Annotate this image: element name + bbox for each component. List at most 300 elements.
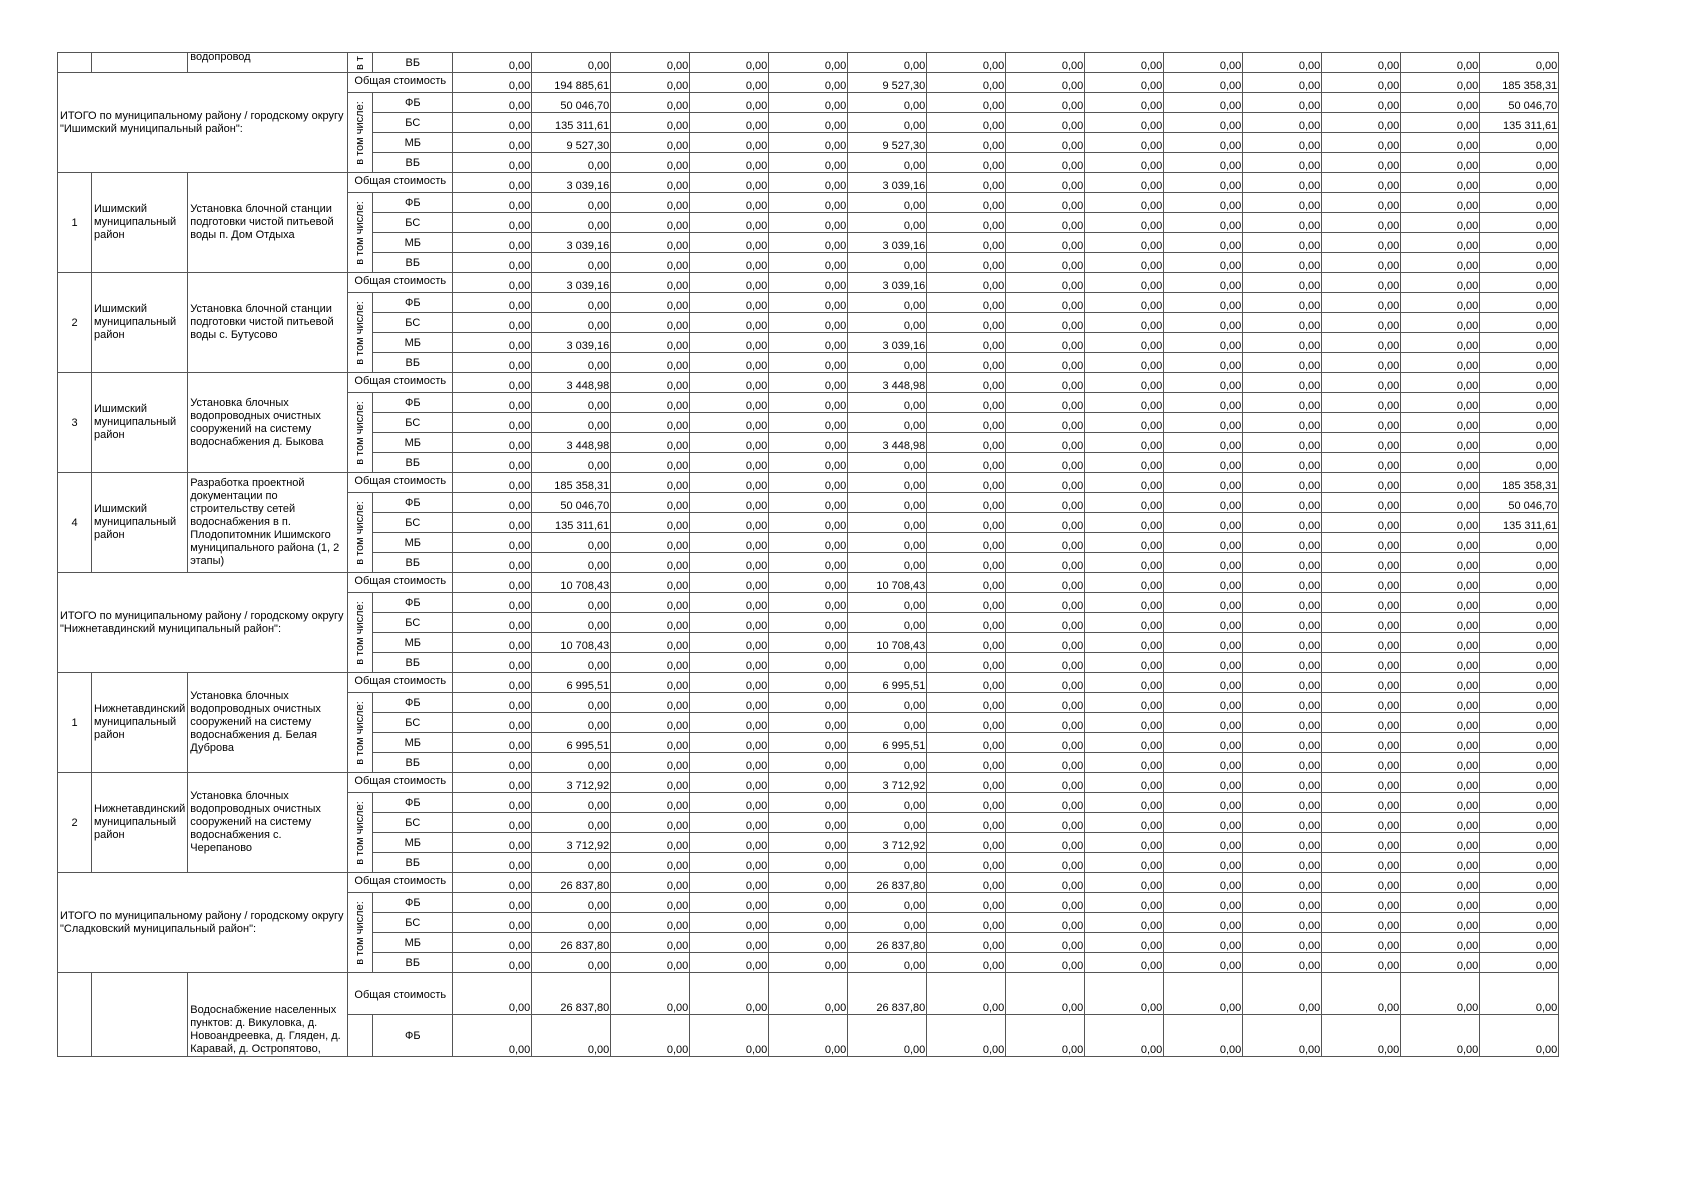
value-cell: 0,00 [1164, 913, 1243, 933]
value-cell: 0,00 [1401, 393, 1480, 413]
value-cell: 0,00 [769, 593, 848, 613]
value-cell: 6 995,51 [848, 673, 927, 693]
fund-code-cell: БС [373, 913, 453, 933]
value-cell: 0,00 [769, 353, 848, 373]
incl-label [348, 493, 373, 573]
value-cell: 0,00 [1006, 793, 1085, 813]
value-cell: 0,00 [848, 893, 927, 913]
value-cell: 0,00 [1085, 733, 1164, 753]
fund-code-cell: ВБ [373, 253, 453, 273]
general-cost-label: Общая стоимость [348, 573, 453, 593]
value-cell: 0,00 [1243, 673, 1322, 693]
value-cell: 0,00 [690, 293, 769, 313]
total-title-cell: ИТОГО по муниципальному району / городскому округу "Нижнетавдинский муниципальный район": [58, 573, 348, 673]
value-cell: 0,00 [1006, 213, 1085, 233]
value-cell: 0,00 [1480, 973, 1559, 1015]
value-cell: 0,00 [1006, 873, 1085, 893]
value-cell: 0,00 [611, 913, 690, 933]
value-cell: 0,00 [611, 573, 690, 593]
value-cell: 0,00 [1401, 333, 1480, 353]
value-cell: 0,00 [1243, 653, 1322, 673]
general-cost-label: Общая стоимость [348, 473, 453, 493]
value-cell: 0,00 [611, 833, 690, 853]
value-cell: 6 995,51 [532, 673, 611, 693]
value-cell: 0,00 [690, 73, 769, 93]
object-name-cell: Установка блочной станции подготовки чистой питьевой воды с. Бутусово [188, 273, 348, 373]
value-cell: 0,00 [532, 813, 611, 833]
value-cell: 0,00 [769, 853, 848, 873]
value-cell: 0,00 [1006, 593, 1085, 613]
value-cell: 0,00 [848, 53, 927, 73]
value-cell: 0,00 [453, 133, 532, 153]
value-cell: 0,00 [769, 213, 848, 233]
value-cell: 0,00 [1322, 853, 1401, 873]
value-cell: 0,00 [927, 453, 1006, 473]
value-cell: 0,00 [1006, 233, 1085, 253]
value-cell: 0,00 [848, 493, 927, 513]
total-title-cell: ИТОГО по муниципальному району / городскому округу "Ишимский муниципальный район": [58, 73, 348, 173]
index-cell: 1 [58, 673, 92, 773]
value-cell: 0,00 [1006, 153, 1085, 173]
value-cell: 0,00 [1243, 353, 1322, 373]
value-cell: 0,00 [1322, 913, 1401, 933]
value-cell: 0,00 [1243, 233, 1322, 253]
value-cell: 0,00 [1480, 313, 1559, 333]
value-cell: 0,00 [453, 933, 532, 953]
value-cell: 0,00 [611, 633, 690, 653]
value-cell: 0,00 [1164, 613, 1243, 633]
value-cell: 0,00 [1164, 93, 1243, 113]
value-cell: 0,00 [1322, 353, 1401, 373]
value-cell: 0,00 [1243, 613, 1322, 633]
value-cell: 0,00 [453, 513, 532, 533]
value-cell: 0,00 [453, 533, 532, 553]
value-cell: 0,00 [690, 733, 769, 753]
value-cell: 0,00 [769, 393, 848, 413]
value-cell: 0,00 [532, 413, 611, 433]
value-cell: 0,00 [1085, 913, 1164, 933]
fund-code-cell: БС [373, 713, 453, 733]
value-cell: 0,00 [690, 333, 769, 353]
value-cell: 0,00 [1322, 293, 1401, 313]
value-cell: 0,00 [453, 373, 532, 393]
value-cell: 0,00 [1006, 493, 1085, 513]
value-cell: 0,00 [1085, 333, 1164, 353]
value-cell: 0,00 [1164, 853, 1243, 873]
value-cell: 0,00 [690, 273, 769, 293]
value-cell: 10 708,43 [848, 633, 927, 653]
value-cell: 50 046,70 [1480, 493, 1559, 513]
value-cell: 0,00 [1085, 273, 1164, 293]
value-cell: 0,00 [1164, 1015, 1243, 1057]
value-cell: 0,00 [1243, 733, 1322, 753]
value-cell: 0,00 [1480, 953, 1559, 973]
value-cell: 0,00 [1164, 593, 1243, 613]
value-cell: 0,00 [1401, 473, 1480, 493]
value-cell: 0,00 [1401, 773, 1480, 793]
value-cell: 0,00 [927, 873, 1006, 893]
value-cell: 0,00 [927, 193, 1006, 213]
value-cell: 0,00 [453, 233, 532, 253]
object-name-cell: Установка блочных водопроводных очистных сооружений на систему водоснабжения с. Черепаново [188, 773, 348, 873]
value-cell: 26 837,80 [532, 933, 611, 953]
value-cell: 0,00 [1006, 1015, 1085, 1057]
value-cell: 0,00 [1164, 893, 1243, 913]
value-cell: 0,00 [927, 373, 1006, 393]
value-cell: 0,00 [1401, 973, 1480, 1015]
value-cell: 0,00 [1480, 233, 1559, 253]
value-cell: 194 885,61 [532, 73, 611, 93]
value-cell: 0,00 [1322, 93, 1401, 113]
value-cell: 0,00 [453, 893, 532, 913]
value-cell: 0,00 [769, 233, 848, 253]
value-cell: 0,00 [1006, 913, 1085, 933]
value-cell: 0,00 [532, 953, 611, 973]
value-cell: 0,00 [1164, 693, 1243, 713]
value-cell: 0,00 [1006, 853, 1085, 873]
value-cell: 0,00 [848, 353, 927, 373]
general-cost-label: Общая стоимость [348, 773, 453, 793]
value-cell: 0,00 [927, 413, 1006, 433]
value-cell: 0,00 [769, 653, 848, 673]
value-cell: 0,00 [1164, 353, 1243, 373]
incl-label [348, 193, 373, 273]
value-cell: 6 995,51 [532, 733, 611, 753]
value-cell: 0,00 [1164, 793, 1243, 813]
value-cell: 0,00 [453, 553, 532, 573]
value-cell: 0,00 [611, 313, 690, 333]
value-cell: 0,00 [1401, 653, 1480, 673]
value-cell: 0,00 [611, 953, 690, 973]
value-cell: 0,00 [1322, 193, 1401, 213]
value-cell: 0,00 [1006, 393, 1085, 413]
value-cell: 0,00 [532, 153, 611, 173]
object-name-cell: Установка блочных водопроводных очистных сооружений на систему водоснабжения д. Быкова [188, 373, 348, 473]
value-cell: 0,00 [611, 273, 690, 293]
value-cell: 0,00 [690, 953, 769, 973]
value-cell: 0,00 [1322, 613, 1401, 633]
value-cell: 0,00 [1085, 753, 1164, 773]
value-cell: 0,00 [1164, 173, 1243, 193]
value-cell: 0,00 [1085, 833, 1164, 853]
value-cell: 0,00 [1322, 733, 1401, 753]
value-cell: 0,00 [1480, 53, 1559, 73]
value-cell: 0,00 [611, 713, 690, 733]
value-cell: 3 712,92 [848, 773, 927, 793]
value-cell: 0,00 [453, 393, 532, 413]
value-cell: 0,00 [1480, 253, 1559, 273]
value-cell: 0,00 [927, 613, 1006, 633]
value-cell: 0,00 [769, 333, 848, 353]
general-cost-label: Общая стоимость [348, 373, 453, 393]
value-cell: 0,00 [1243, 693, 1322, 713]
value-cell: 0,00 [1322, 573, 1401, 593]
value-cell: 0,00 [690, 473, 769, 493]
value-cell: 0,00 [1085, 873, 1164, 893]
value-cell: 0,00 [1006, 653, 1085, 673]
value-cell: 0,00 [1085, 593, 1164, 613]
value-cell: 0,00 [769, 953, 848, 973]
value-cell: 0,00 [927, 513, 1006, 533]
value-cell: 0,00 [453, 873, 532, 893]
value-cell: 0,00 [690, 653, 769, 673]
value-cell: 0,00 [690, 853, 769, 873]
value-cell: 0,00 [848, 693, 927, 713]
value-cell: 0,00 [690, 493, 769, 513]
value-cell: 0,00 [611, 73, 690, 93]
incl-label [348, 293, 373, 373]
value-cell: 0,00 [611, 453, 690, 473]
incl-label [348, 693, 373, 773]
incl-label [348, 593, 373, 673]
value-cell: 0,00 [1164, 373, 1243, 393]
value-cell: 0,00 [1006, 973, 1085, 1015]
value-cell: 0,00 [1085, 413, 1164, 433]
value-cell: 0,00 [611, 133, 690, 153]
value-cell: 0,00 [611, 813, 690, 833]
object-name-cell: водопровод [188, 53, 348, 73]
value-cell: 0,00 [1006, 273, 1085, 293]
value-cell: 0,00 [848, 253, 927, 273]
value-cell: 0,00 [532, 193, 611, 213]
value-cell: 0,00 [1480, 773, 1559, 793]
value-cell: 0,00 [1401, 593, 1480, 613]
value-cell: 185 358,31 [1480, 473, 1559, 493]
value-cell: 0,00 [848, 533, 927, 553]
value-cell: 0,00 [1164, 433, 1243, 453]
value-cell: 0,00 [1164, 933, 1243, 953]
value-cell: 0,00 [1243, 313, 1322, 333]
value-cell: 0,00 [1085, 393, 1164, 413]
value-cell: 0,00 [1164, 73, 1243, 93]
value-cell: 0,00 [927, 933, 1006, 953]
value-cell: 0,00 [453, 473, 532, 493]
value-cell: 0,00 [927, 553, 1006, 573]
value-cell: 0,00 [611, 473, 690, 493]
value-cell: 0,00 [1085, 153, 1164, 173]
value-cell: 0,00 [1401, 93, 1480, 113]
value-cell: 0,00 [927, 833, 1006, 853]
value-cell: 0,00 [1085, 493, 1164, 513]
value-cell: 3 039,16 [532, 333, 611, 353]
value-cell: 0,00 [1322, 633, 1401, 653]
value-cell: 0,00 [1243, 213, 1322, 233]
value-cell: 0,00 [1243, 773, 1322, 793]
value-cell: 0,00 [1164, 713, 1243, 733]
value-cell: 0,00 [1243, 793, 1322, 813]
value-cell: 0,00 [1322, 833, 1401, 853]
fund-code-cell: ФБ [373, 1015, 453, 1057]
district-cell: Ишимский муниципальный район [92, 473, 188, 573]
value-cell: 0,00 [1480, 833, 1559, 853]
value-cell: 0,00 [1243, 933, 1322, 953]
fund-code-cell: ВБ [373, 353, 453, 373]
value-cell: 0,00 [927, 713, 1006, 733]
value-cell: 0,00 [1322, 873, 1401, 893]
budget-table [57, 52, 1559, 1057]
value-cell: 0,00 [1322, 1015, 1401, 1057]
value-cell: 0,00 [453, 573, 532, 593]
value-cell: 0,00 [927, 313, 1006, 333]
value-cell: 0,00 [611, 253, 690, 273]
value-cell: 50 046,70 [1480, 93, 1559, 113]
value-cell: 0,00 [1164, 773, 1243, 793]
value-cell: 26 837,80 [532, 873, 611, 893]
value-cell: 0,00 [927, 533, 1006, 553]
value-cell: 0,00 [769, 493, 848, 513]
value-cell: 3 039,16 [532, 273, 611, 293]
value-cell: 0,00 [1164, 273, 1243, 293]
value-cell: 0,00 [453, 813, 532, 833]
object-name-cell: Водоснабжение населенных пунктов: д. Викуловка, д. Новоандреевка, д. Гляден, д. Каравай, д. Остропятово, [188, 973, 348, 1057]
value-cell: 0,00 [611, 553, 690, 573]
value-cell: 0,00 [1480, 793, 1559, 813]
value-cell: 0,00 [1401, 733, 1480, 753]
index-cell [58, 973, 92, 1057]
value-cell: 0,00 [1322, 973, 1401, 1015]
fund-code-cell: БС [373, 413, 453, 433]
value-cell: 3 039,16 [848, 173, 927, 193]
value-cell: 0,00 [1006, 73, 1085, 93]
value-cell: 0,00 [927, 153, 1006, 173]
value-cell: 0,00 [1006, 473, 1085, 493]
value-cell: 0,00 [927, 733, 1006, 753]
value-cell: 0,00 [1006, 833, 1085, 853]
value-cell: 0,00 [453, 153, 532, 173]
fund-code-cell: ФБ [373, 193, 453, 213]
value-cell: 0,00 [769, 733, 848, 753]
value-cell: 0,00 [1164, 453, 1243, 473]
value-cell: 0,00 [1006, 613, 1085, 633]
value-cell: 0,00 [1480, 753, 1559, 773]
value-cell: 0,00 [1322, 233, 1401, 253]
value-cell: 0,00 [769, 773, 848, 793]
value-cell: 0,00 [1480, 673, 1559, 693]
value-cell: 10 708,43 [532, 633, 611, 653]
value-cell: 0,00 [1322, 593, 1401, 613]
value-cell: 0,00 [769, 193, 848, 213]
fund-code-cell: ВБ [373, 553, 453, 573]
district-cell: Ишимский муниципальный район [92, 273, 188, 373]
value-cell: 0,00 [532, 893, 611, 913]
value-cell: 0,00 [690, 573, 769, 593]
value-cell: 0,00 [927, 53, 1006, 73]
incl-label-text: в том числе: [354, 300, 367, 365]
value-cell: 0,00 [611, 653, 690, 673]
value-cell: 0,00 [611, 853, 690, 873]
value-cell: 0,00 [611, 413, 690, 433]
value-cell: 0,00 [927, 293, 1006, 313]
value-cell: 0,00 [453, 633, 532, 653]
fund-code-cell: БС [373, 813, 453, 833]
value-cell: 0,00 [1164, 513, 1243, 533]
value-cell: 0,00 [1401, 693, 1480, 713]
value-cell: 0,00 [1085, 693, 1164, 713]
value-cell: 0,00 [611, 213, 690, 233]
value-cell: 0,00 [848, 853, 927, 873]
value-cell: 0,00 [532, 393, 611, 413]
value-cell: 0,00 [848, 213, 927, 233]
value-cell: 0,00 [611, 233, 690, 253]
value-cell: 0,00 [1164, 953, 1243, 973]
value-cell: 0,00 [1401, 1015, 1480, 1057]
value-cell: 0,00 [848, 453, 927, 473]
value-cell: 0,00 [1085, 73, 1164, 93]
value-cell: 0,00 [690, 893, 769, 913]
value-cell: 0,00 [1006, 633, 1085, 653]
total-title-cell: ИТОГО по муниципальному району / городскому округу "Сладковский муниципальный район": [58, 873, 348, 973]
value-cell: 0,00 [1243, 253, 1322, 273]
value-cell: 0,00 [1322, 73, 1401, 93]
value-cell: 0,00 [769, 93, 848, 113]
value-cell: 0,00 [927, 793, 1006, 813]
value-cell: 0,00 [1164, 753, 1243, 773]
value-cell: 0,00 [1480, 653, 1559, 673]
value-cell: 0,00 [1006, 753, 1085, 773]
value-cell: 0,00 [927, 433, 1006, 453]
value-cell: 0,00 [453, 293, 532, 313]
value-cell: 0,00 [927, 253, 1006, 273]
value-cell: 3 448,98 [532, 433, 611, 453]
value-cell: 0,00 [1322, 313, 1401, 333]
value-cell: 0,00 [927, 893, 1006, 913]
value-cell: 0,00 [1243, 953, 1322, 973]
value-cell: 0,00 [453, 1015, 532, 1057]
value-cell: 0,00 [927, 213, 1006, 233]
fund-code-cell: ФБ [373, 893, 453, 913]
value-cell: 0,00 [1480, 133, 1559, 153]
value-cell: 0,00 [1243, 173, 1322, 193]
value-cell: 0,00 [1085, 553, 1164, 573]
value-cell: 0,00 [1164, 673, 1243, 693]
value-cell: 0,00 [532, 713, 611, 733]
value-cell: 0,00 [1085, 893, 1164, 913]
value-cell: 0,00 [1243, 333, 1322, 353]
value-cell: 0,00 [611, 513, 690, 533]
value-cell: 0,00 [1164, 233, 1243, 253]
value-cell: 0,00 [611, 593, 690, 613]
value-cell: 0,00 [769, 693, 848, 713]
value-cell: 0,00 [769, 373, 848, 393]
value-cell: 0,00 [1322, 173, 1401, 193]
value-cell: 0,00 [1164, 813, 1243, 833]
table-body [58, 53, 1559, 1057]
fund-code-cell: МБ [373, 133, 453, 153]
value-cell: 0,00 [690, 533, 769, 553]
value-cell: 0,00 [1401, 273, 1480, 293]
value-cell: 0,00 [1085, 113, 1164, 133]
value-cell: 0,00 [453, 793, 532, 813]
value-cell: 0,00 [690, 513, 769, 533]
fund-code-cell: ФБ [373, 693, 453, 713]
value-cell: 0,00 [1401, 893, 1480, 913]
value-cell: 0,00 [611, 933, 690, 953]
value-cell: 3 712,92 [848, 833, 927, 853]
incl-label-text: в том числе: [354, 600, 367, 665]
value-cell: 0,00 [1243, 153, 1322, 173]
value-cell: 0,00 [1243, 633, 1322, 653]
value-cell: 0,00 [848, 153, 927, 173]
value-cell: 0,00 [1164, 53, 1243, 73]
value-cell: 0,00 [848, 93, 927, 113]
value-cell: 0,00 [611, 673, 690, 693]
value-cell: 0,00 [690, 933, 769, 953]
value-cell: 0,00 [532, 453, 611, 473]
fund-code-cell: ВБ [373, 453, 453, 473]
value-cell: 0,00 [769, 873, 848, 893]
value-cell: 0,00 [927, 393, 1006, 413]
value-cell: 10 708,43 [848, 573, 927, 593]
